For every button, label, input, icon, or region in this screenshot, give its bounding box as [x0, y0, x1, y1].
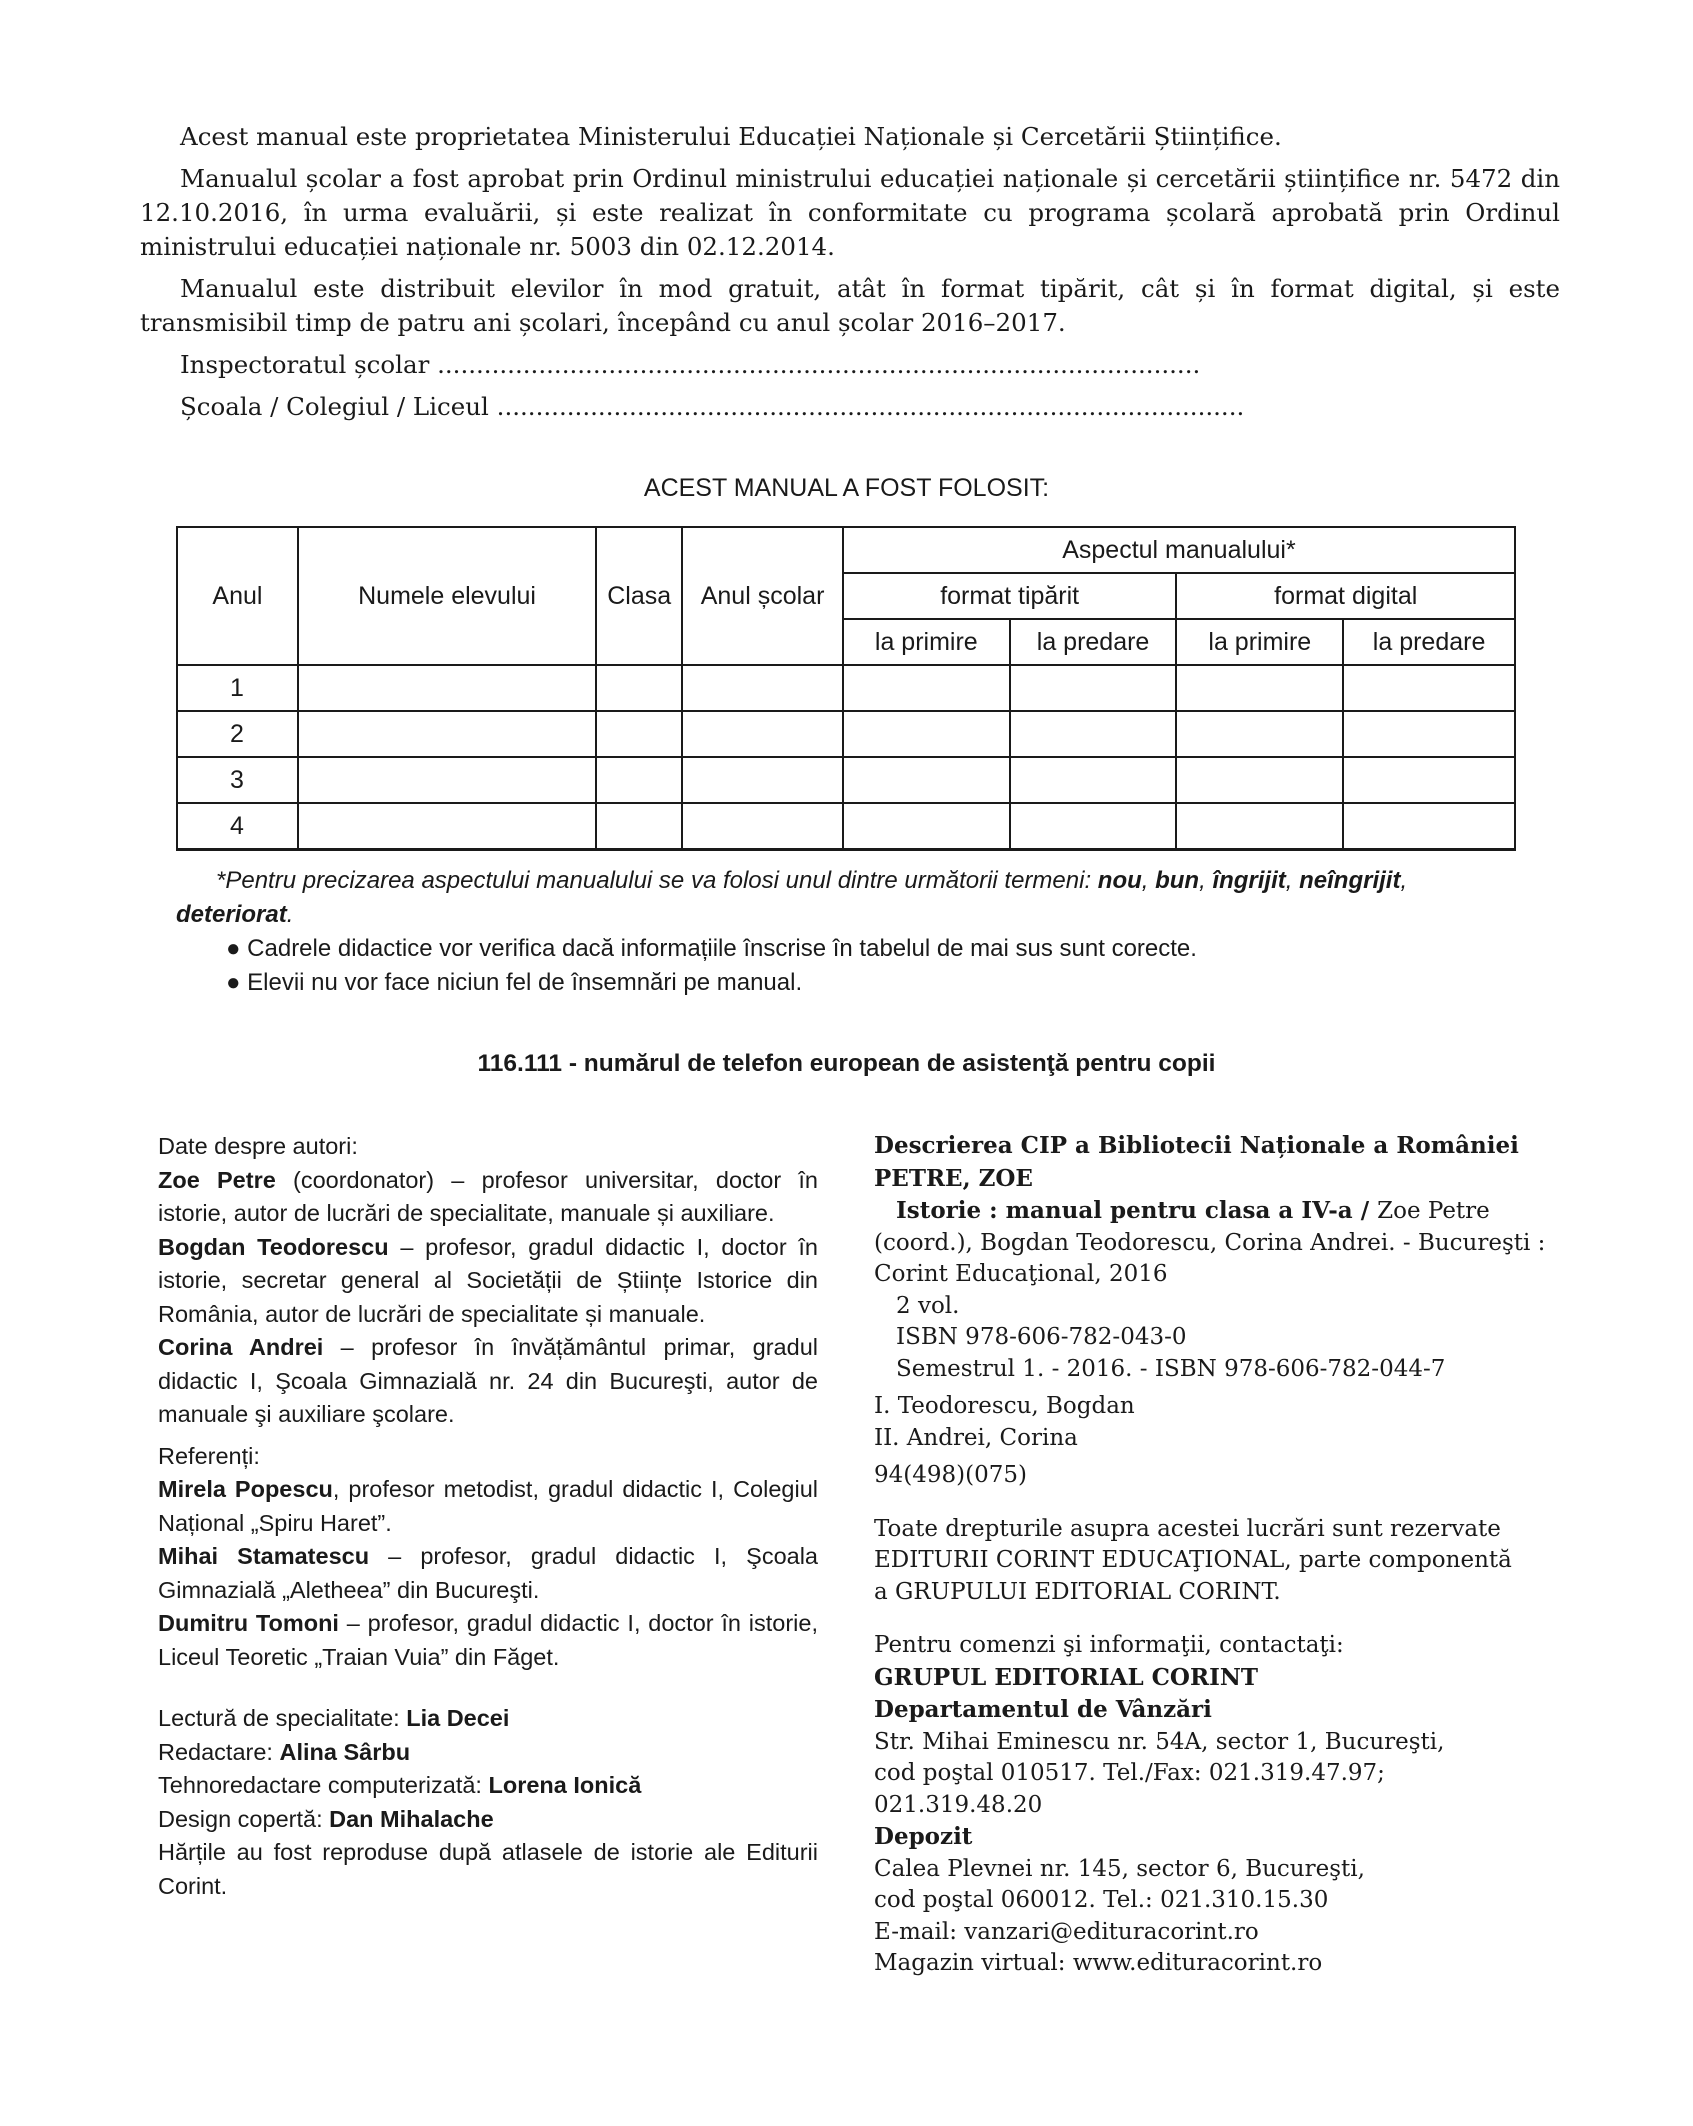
- cell-print-received[interactable]: [843, 711, 1010, 757]
- cell-digital-received[interactable]: [1176, 711, 1343, 757]
- depozit-address-1: Calea Plevnei nr. 145, sector 6, Bucureşti,: [874, 1855, 1365, 1882]
- table-row: [177, 711, 1515, 757]
- credit-label: Lectură de specialitate:: [158, 1705, 407, 1731]
- cell-print-received[interactable]: [843, 803, 1010, 850]
- cell-student-name[interactable]: [298, 803, 596, 850]
- contact-depozit: [874, 1821, 1554, 1854]
- cip-book-details: Zoe Petre (coord.), Bogdan Teodorescu, Corina Andrei. - Bucureşti : Corint Educaţional, 2016: [874, 1198, 1546, 1287]
- cell-print-returned[interactable]: [1010, 803, 1177, 850]
- term-deteriorat: deteriorat: [176, 901, 287, 928]
- credit-name: Alina Sârbu: [279, 1738, 411, 1765]
- contact-intro: Pentru comenzi şi informaţii, contactaţi:: [874, 1632, 1344, 1658]
- credit-label: Redactare:: [158, 1738, 280, 1765]
- term-nou: nou: [1097, 867, 1142, 894]
- contact-address-2: cod poştal 010517. Tel./Fax: 021.319.47.97; 021.319.48.20: [874, 1760, 1385, 1818]
- condition-footnote: *Pentru precizarea aspectului manualului se va folosi unul dintre următorii termeni: nou, bun, îngrijit, neîngrijit, deteriorat.: [176, 867, 1408, 928]
- referee-entry: [158, 1607, 818, 1674]
- ownership-notice: [140, 120, 1560, 432]
- cip-column: [874, 1130, 1554, 1980]
- author-description: – profesor, gradul didactic I, doctor în istorie, secretar general al Societății de Științe Istorice din România, autor de lucrări de specialitate și manuale.: [158, 1233, 818, 1327]
- header-aspectul-manualului: Aspectul manualului*: [843, 527, 1515, 573]
- cip-author-text: PETRE, ZOE: [874, 1164, 1033, 1192]
- cell-school-year[interactable]: [682, 711, 843, 757]
- credit-lectura: [158, 1702, 818, 1736]
- authors-heading: Date despre autori:: [158, 1133, 358, 1159]
- credit-label: Tehnoredactare computerizată:: [158, 1772, 489, 1798]
- header-numele-elevului: Numele elevului: [298, 527, 596, 665]
- author-name: Bogdan Teodorescu: [158, 1233, 389, 1260]
- row-year-number: 1: [177, 665, 298, 711]
- table-row: [177, 757, 1515, 803]
- usage-record-table: [176, 526, 1516, 851]
- author-entry: [158, 1331, 818, 1432]
- cip-author: [874, 1163, 1554, 1196]
- cip-book: [874, 1195, 1554, 1291]
- cell-print-returned[interactable]: [1010, 711, 1177, 757]
- authors-column: [158, 1130, 818, 1903]
- header-anul: Anul: [177, 527, 298, 665]
- referee-description: , profesor metodist, gradul didactic I, Colegiul Național „Spiru Haret”.: [158, 1476, 818, 1536]
- cell-digital-received[interactable]: [1176, 665, 1343, 711]
- cip-index-1: I. Teodorescu, Bogdan: [874, 1393, 1135, 1419]
- cell-digital-returned[interactable]: [1343, 803, 1515, 850]
- child-helpline: 116.111 - numărul de telefon european de asistenţă pentru copii: [477, 1050, 1216, 1077]
- cell-class[interactable]: [596, 711, 682, 757]
- cell-class[interactable]: [596, 803, 682, 850]
- credit-name: Lia Decei: [406, 1705, 510, 1731]
- referee-entry: [158, 1473, 818, 1540]
- cell-student-name[interactable]: [298, 711, 596, 757]
- rights-line-1: Toate drepturile asupra acestei lucrări sunt rezervate: [874, 1515, 1501, 1542]
- teacher-check-note: ● Cadrele didactice vor verifica dacă informațiile înscrise în tabelul de mai sus sunt corecte.: [226, 935, 1197, 962]
- cip-title-text: Descrierea CIP a Bibliotecii Naționale a României: [874, 1132, 1519, 1159]
- contact-group-name: GRUPUL EDITORIAL CORINT: [874, 1663, 1258, 1691]
- cell-print-returned[interactable]: [1010, 665, 1177, 711]
- cell-digital-returned[interactable]: [1343, 757, 1515, 803]
- row-year-number: 4: [177, 803, 298, 850]
- cell-digital-received[interactable]: [1176, 803, 1343, 850]
- term-bun: bun: [1155, 867, 1200, 894]
- cip-volumes: 2 vol.: [896, 1292, 960, 1319]
- author-name: Corina Andrei: [158, 1334, 324, 1360]
- ownership-paragraph: Acest manual este proprietatea Ministerului Educației Naționale și Cercetării Științifice.: [180, 122, 1282, 151]
- author-description: (coordonator) – profesor universitar, doctor în istorie, autor de lucrări de specialitate, manuale și auxiliare.: [158, 1166, 819, 1226]
- credit-design: [158, 1803, 818, 1837]
- no-marking-note: ● Elevii nu vor face niciun fel de însemnări pe manual.: [226, 969, 803, 996]
- credit-name: Lorena Ionică: [488, 1772, 642, 1798]
- contact-dept: [874, 1694, 1554, 1727]
- credit-label: Design copertă:: [158, 1805, 330, 1832]
- rights-line-3: a GRUPULUI EDITORIAL CORINT.: [874, 1578, 1281, 1605]
- cell-school-year[interactable]: [682, 665, 843, 711]
- author-entry: [158, 1164, 818, 1231]
- header-digital-la-primire: la primire: [1176, 619, 1343, 665]
- cell-student-name[interactable]: [298, 757, 596, 803]
- referees-heading: Referenți:: [158, 1442, 260, 1469]
- author-name: Zoe Petre: [158, 1166, 276, 1193]
- table-title: ACEST MANUAL A FOST FOLOSIT:: [643, 474, 1050, 502]
- contact-email[interactable]: E-mail: vanzari@edituracorint.ro: [874, 1918, 1259, 1945]
- contact-depozit-label: Depozit: [874, 1823, 973, 1850]
- cell-school-year[interactable]: [682, 803, 843, 850]
- inspectorate-field[interactable]: Inspectoratul școlar ..................................................................................................: [180, 350, 1201, 379]
- cip-semester-isbn: Semestrul 1. - 2016. - ISBN 978-606-782-044-7: [896, 1355, 1446, 1382]
- contact-address-1: Str. Mihai Eminescu nr. 54A, sector 1, Bucureşti,: [874, 1728, 1445, 1755]
- referee-description: – profesor, gradul didactic I, doctor în istorie, Liceul Teoretic „Traian Vuia” din Făget.: [158, 1610, 818, 1670]
- cip-classification: 94(498)(075): [874, 1462, 1027, 1488]
- referee-entry: [158, 1540, 818, 1607]
- maps-credit: Hărțile au fost reproduse după atlasele de istorie ale Editurii Corint.: [158, 1839, 818, 1899]
- cip-index-2: II. Andrei, Corina: [874, 1424, 1078, 1451]
- cell-digital-returned[interactable]: [1343, 665, 1515, 711]
- header-tiparit-la-primire: la primire: [843, 619, 1010, 665]
- author-description: – profesor în învățământul primar, gradul didactic I, Şcoala Gimnazială nr. 24 din Bucureşti, autor de manuale şi auxiliare şcolare.: [158, 1334, 818, 1427]
- row-year-number: 3: [177, 757, 298, 803]
- contact-dept-name: Departamentul de Vânzări: [874, 1696, 1212, 1723]
- referee-name: Mirela Popescu: [158, 1476, 333, 1502]
- cell-class[interactable]: [596, 757, 682, 803]
- cell-print-received[interactable]: [843, 665, 1010, 711]
- school-field[interactable]: Școala / Colegiul / Liceul ................................................................................................: [180, 392, 1245, 421]
- header-format-digital: format digital: [1176, 573, 1515, 619]
- contact-web[interactable]: Magazin virtual: www.edituracorint.ro: [874, 1950, 1323, 1976]
- header-anul-scolar: Anul școlar: [682, 527, 843, 665]
- table-row: [177, 665, 1515, 711]
- table-notes: [176, 864, 1516, 1000]
- credit-redactare: [158, 1736, 818, 1770]
- row-year-number: 2: [177, 711, 298, 757]
- cell-student-name[interactable]: [298, 665, 596, 711]
- header-format-tiparit: format tipărit: [843, 573, 1177, 619]
- referee-name: Dumitru Tomoni: [158, 1610, 339, 1636]
- term-ingrijit: îngrijit: [1212, 867, 1286, 894]
- cell-digital-returned[interactable]: [1343, 711, 1515, 757]
- cell-class[interactable]: [596, 665, 682, 711]
- table-row: [177, 803, 1515, 850]
- cell-digital-received[interactable]: [1176, 757, 1343, 803]
- cell-print-returned[interactable]: [1010, 757, 1177, 803]
- cip-isbn: ISBN 978-606-782-043-0: [896, 1324, 1187, 1350]
- footnote-text: *Pentru precizarea aspectului manualului se va folosi unul dintre următorii termeni:: [216, 867, 1098, 894]
- rights-line-2: EDITURII CORINT EDUCAŢIONAL, parte componentă: [874, 1547, 1512, 1573]
- distribution-paragraph: Manualul este distribuit elevilor în mod gratuit, atât în format tipărit, cât și în format digital, și este transmisibil timp de patru ani școlari, începând cu anul școlar 2016–2017.: [140, 274, 1560, 337]
- author-entry: [158, 1231, 818, 1332]
- approval-paragraph: Manualul școlar a fost aprobat prin Ordinul ministrului educației naționale și cercetării științifice nr. 5472 din 12.10.2016, în urma evaluării, și este realizat în conformitate cu programa școlară aprobată prin Ordinul ministrului educației naționale nr. 5003 din 02.12.2014.: [140, 164, 1560, 261]
- contact-group: [874, 1662, 1554, 1695]
- cip-title: [874, 1130, 1554, 1163]
- referee-name: Mihai Stamatescu: [158, 1543, 370, 1569]
- credit-tehnoredactare: [158, 1769, 818, 1803]
- term-neingrijit: neîngrijit: [1299, 867, 1401, 894]
- depozit-address-2: cod poştal 060012. Tel.: 021.310.15.30: [874, 1887, 1329, 1913]
- credit-name: Dan Mihalache: [329, 1805, 494, 1832]
- cip-book-title: Istorie : manual pentru clasa a IV-a /: [896, 1197, 1378, 1224]
- header-clasa: Clasa: [596, 527, 682, 665]
- header-digital-la-predare: la predare: [1343, 619, 1515, 665]
- cell-print-received[interactable]: [843, 757, 1010, 803]
- cell-school-year[interactable]: [682, 757, 843, 803]
- referee-description: – profesor, gradul didactic I, Şcoala Gimnazială „Aletheea” din Bucureşti.: [158, 1543, 819, 1603]
- header-tiparit-la-predare: la predare: [1010, 619, 1177, 665]
